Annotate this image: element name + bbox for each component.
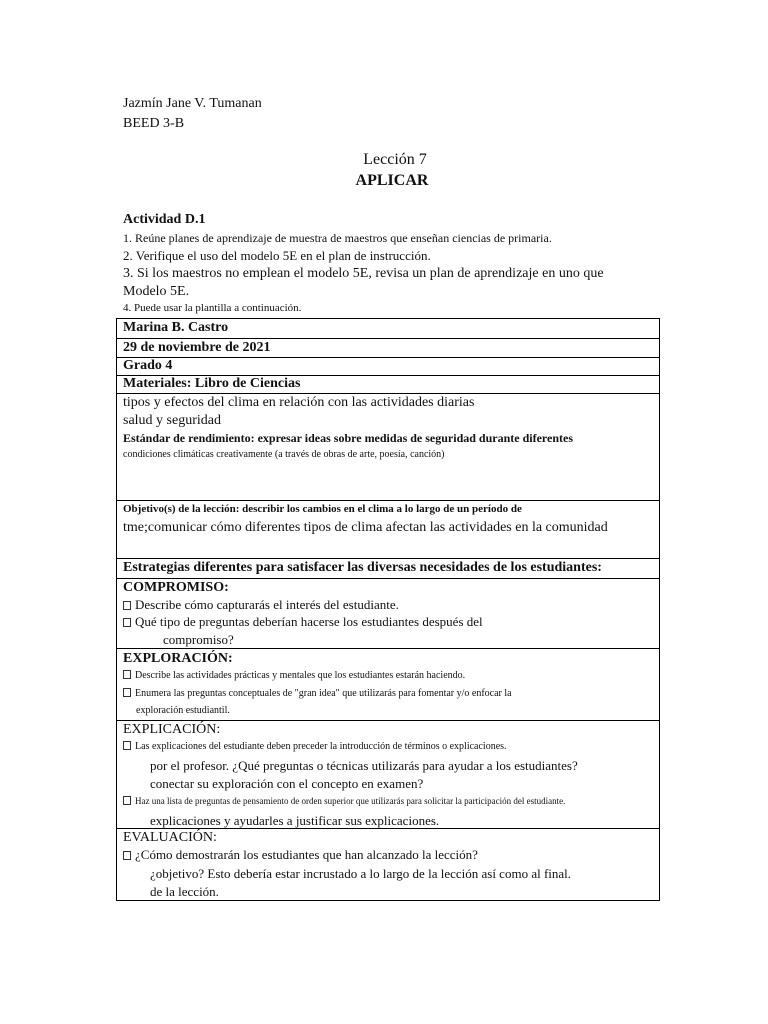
explain-question-2-text: Haz una lista de preguntas de pensamiento de orden superior que utilizarás para solicitar la participación del estudiante. [135, 796, 566, 806]
evaluate-question-1-cont: ¿objetivo? Esto debería estar incrustado a lo largo de la lección así como al final. [150, 866, 572, 881]
lesson-title: Lección 7 [363, 151, 427, 168]
explain-question-1-cont: por el profesor. ¿Qué preguntas o técnicas utilizarás para ayudar a los estudiantes? [150, 758, 578, 773]
lesson-subtitle: APLICAR [355, 172, 429, 189]
checkbox-icon [123, 796, 131, 805]
activity-item-4: 4. Puede usar la plantilla a continuación. [123, 302, 302, 314]
author-name: Jazmín Jane V. Tumanan [123, 96, 262, 111]
explain-question-1-text: Las explicaciones del estudiante deben preceder la introducción de términos o explicaciones. [135, 741, 507, 752]
explain-question-1-cont2: conectar su exploración con el concepto en examen? [150, 776, 424, 791]
checkbox-icon [123, 618, 131, 627]
explain-question-1 [123, 741, 507, 752]
topic-line-1: tipos y efectos del clima en relación con las actividades diarias [123, 395, 475, 410]
checkbox-icon [123, 741, 131, 750]
evaluate-question-1-cont2: de la lección. [150, 884, 219, 899]
explore-question-2-cont: exploración estudiantil. [136, 705, 230, 716]
explore-question-2-text: Enumera las preguntas conceptuales de "gran idea" que utilizarás para fomentar y/o enfocar la [135, 688, 512, 699]
materials: Materiales: Libro de Ciencias [123, 376, 301, 391]
activity-item-3-cont: Modelo 5E. [123, 284, 190, 299]
explore-question-2 [123, 688, 512, 699]
explore-title: EXPLORACIÓN: [123, 651, 233, 666]
grade-level: Grado 4 [123, 358, 173, 373]
activity-item-2: 2. Verifique el uso del modelo 5E en el plan de instrucción. [123, 248, 431, 263]
section-label: BEED 3-B [123, 116, 185, 131]
engage-title: COMPROMISO: [123, 580, 229, 595]
engage-question-2-text: Qué tipo de preguntas deberían hacerse los estudiantes después del [135, 614, 483, 629]
explain-question-2-cont: explicaciones y ayudarles a justificar sus explicaciones. [150, 813, 440, 828]
lesson-objective-cont: tme;comunicar cómo diferentes tipos de clima afectan las actividades en la comunidad [123, 520, 608, 535]
teacher-name: Marina B. Castro [123, 320, 229, 335]
evaluate-title: EVALUACIÓN: [123, 830, 217, 845]
strategies-heading: Estrategias diferentes para satisfacer las diversas necesidades de los estudiantes: [123, 560, 602, 575]
topic-line-2: salud y seguridad [123, 413, 221, 428]
engage-question-1-text: Describe cómo capturarás el interés del estudiante. [135, 597, 399, 612]
lesson-date: 29 de noviembre de 2021 [123, 340, 271, 355]
explain-question-2 [123, 796, 565, 806]
activity-item-3: 3. Si los maestros no emplean el modelo 5E, revisa un plan de aprendizaje en uno que [123, 266, 604, 281]
explore-question-1-text: Describe las actividades prácticas y mentales que los estudiantes estarán haciendo. [135, 670, 466, 681]
checkbox-icon [123, 601, 131, 610]
engage-question-2-cont: compromiso? [163, 632, 234, 647]
checkbox-icon [123, 688, 131, 697]
engage-question-1 [123, 597, 399, 613]
lesson-objective: Objetivo(s) de la lección: describir los cambios en el clima a lo largo de un período de [123, 503, 522, 515]
explore-question-1 [123, 670, 465, 681]
performance-standard-cont: condiciones climáticas creativamente (a través de obras de arte, poesía, canción) [123, 449, 445, 460]
evaluate-question-1 [123, 847, 478, 863]
explain-title: EXPLICACIÓN: [123, 722, 221, 737]
performance-standard: Estándar de rendimiento: expresar ideas sobre medidas de seguridad durante diferentes [123, 431, 574, 445]
checkbox-icon [123, 670, 131, 679]
checkbox-icon [123, 851, 131, 860]
activity-title: Actividad D.1 [123, 212, 206, 227]
activity-item-1: 1. Reúne planes de aprendizaje de muestra de maestros que enseñan ciencias de primaria. [123, 231, 552, 245]
engage-question-2 [123, 614, 483, 630]
evaluate-question-1-text: ¿Cómo demostrarán los estudiantes que han alcanzado la lección? [135, 847, 478, 862]
